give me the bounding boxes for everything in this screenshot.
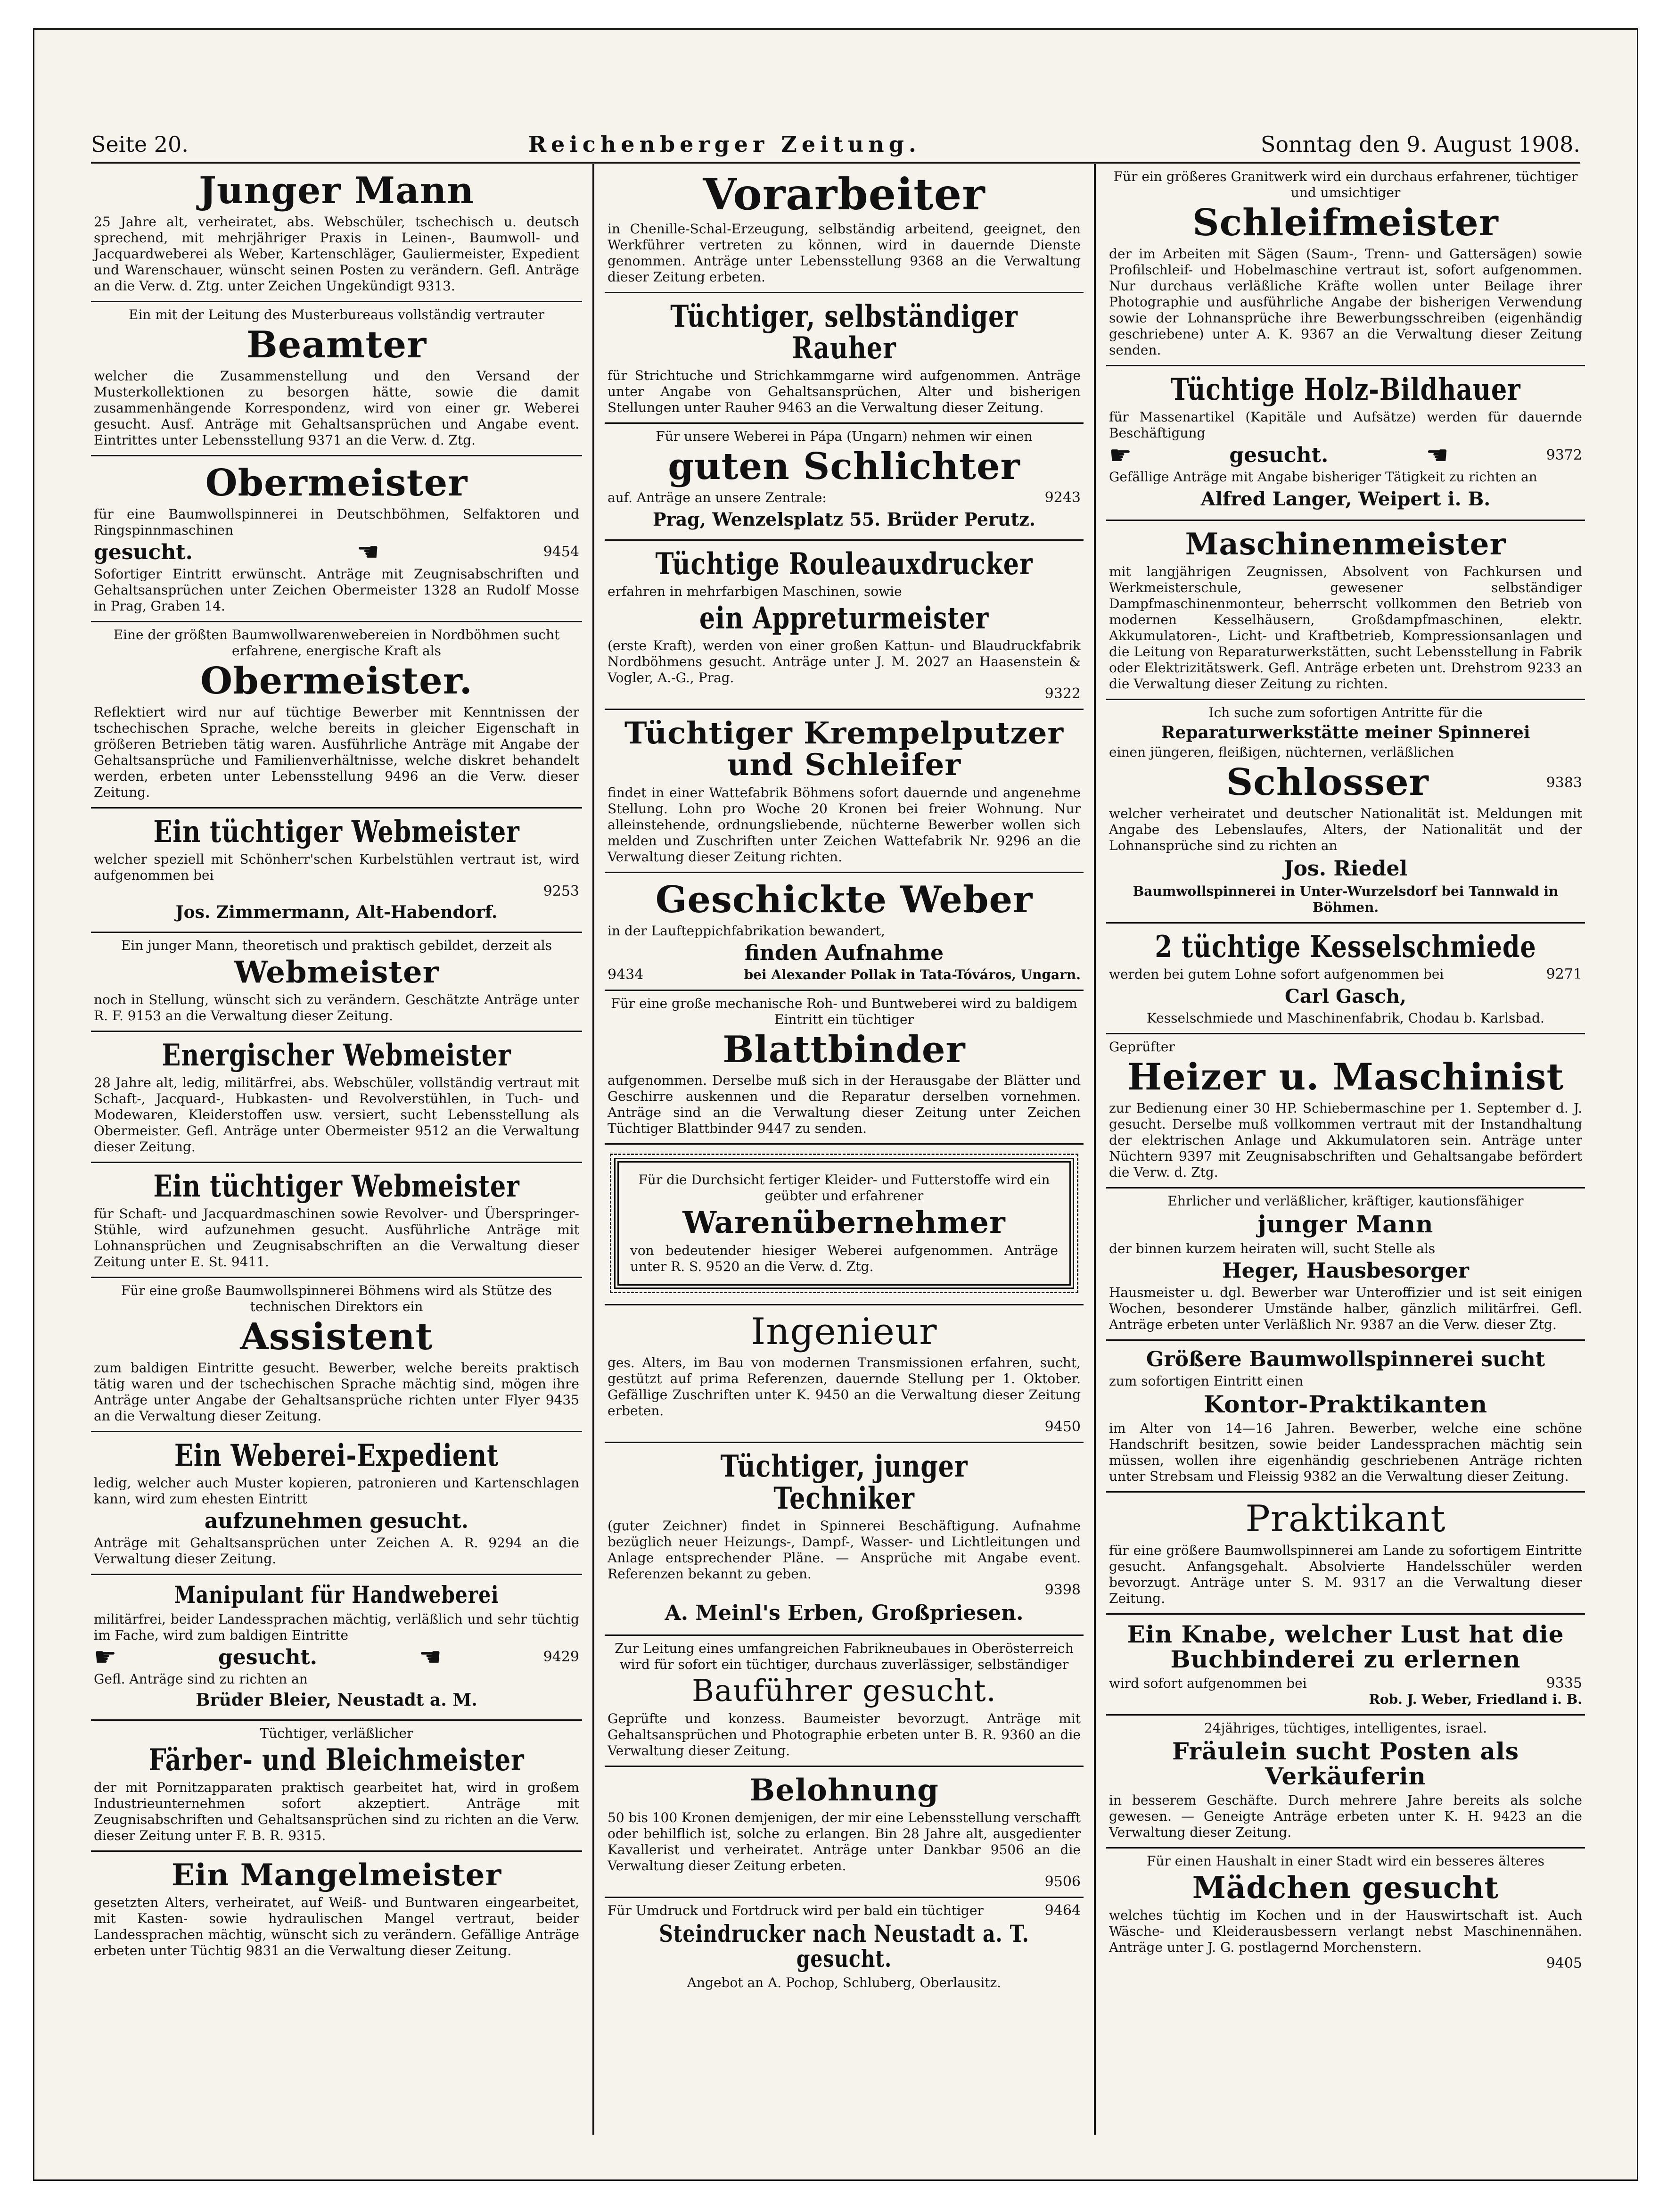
ad-body-2: Gefällige Anträge mit Angabe bisheriger Tätigkeit zu richten an: [1109, 469, 1537, 485]
ad-intro: Geprüfter: [1109, 1039, 1175, 1055]
ad-body-row: [1109, 1676, 1582, 1692]
ad-number: 9383: [1546, 775, 1582, 792]
pointing-hand-icon: ☛: [1109, 440, 1132, 470]
ad-body: findet in einer Wattefabrik Böhmens sofort dauernde und angenehme Stellung. Lohn pro Woche 20 Kronen bei freier Wohnung. Nur alleinstehende, ordnungsliebende, nüchterne Bewerber wollen sich melden und Zuschriften unter Zeichen Wattefabrik Nr. 9296 an die Verwaltung dieser Zeitung richten.: [608, 784, 1081, 865]
ad-rouleauxdrucker: [605, 541, 1084, 710]
ad-faerber: [91, 1721, 582, 1852]
ad-warenuebernehmer: [605, 1145, 1084, 1305]
ad-number: 9464: [1044, 1902, 1081, 1919]
ad-intro: Für die Durchsicht fertiger Kleider- und Futterstoffe wird ein geübter und erfahrener: [638, 1172, 1050, 1204]
page-number: Seite 20.: [91, 132, 189, 157]
ad-gesucht: gesucht.: [218, 1645, 317, 1669]
ad-body: der binnen kurzem heiraten will, sucht Stelle als: [1109, 1240, 1436, 1256]
ad-body: welcher die Zusammenstellung und den Versand der Musterkollektionen zu besorgen hätte, sowie die damit zusammenhängende Korrespondenz, wird von einer gr. Weberei gesucht. Ausf. Anträge mit Gehaltsansprüchen und Angabe event. Eintrittes unter Lebensstellung 9371 an die Verw. d. Ztg.: [94, 368, 579, 448]
ad-number: 9271: [1546, 966, 1582, 983]
ad-headline: Belohnung: [749, 1773, 939, 1808]
ad-mangelmeister: [91, 1852, 582, 1965]
ad-kesselschmiede: [1106, 924, 1585, 1034]
ad-headline: Blattbinder: [723, 1028, 966, 1071]
ad-maschinenmeister: [1106, 521, 1585, 700]
ad-ingenieur: [605, 1305, 1084, 1444]
ad-body: noch in Stellung, wünscht sich zu verändern. Geschätzte Anträge unter R. F. 9153 an die Verwaltung dieser Zeitung.: [94, 991, 579, 1023]
ad-subheadline: Reparaturwerkstätte meiner Spinnerei: [1161, 723, 1530, 743]
ad-praktikant: [1106, 1493, 1585, 1615]
ad-headline: Schlosser: [1226, 761, 1429, 804]
ad-webmeister-2: [91, 933, 582, 1032]
ad-number: 9322: [1044, 685, 1081, 702]
ad-kontor-praktikanten: [1106, 1341, 1585, 1493]
ad-signature: bei Alexander Pollak in Tata-Tóváros, Ungarn.: [744, 966, 1081, 982]
ad-belohnung: [605, 1767, 1084, 1898]
ad-gesucht: gesucht.: [1229, 443, 1329, 468]
ad-headline: Heizer u. Maschinist: [1127, 1056, 1564, 1099]
ad-number: 9434: [608, 966, 644, 983]
ad-weber: [605, 873, 1084, 991]
ad-body: von bedeutender hiesiger Weberei aufgenommen. Anträge unter R. S. 9520 an die Verw. d. Ztg.: [630, 1242, 1058, 1274]
ad-signature: Jos. Zimmermann, Alt-Habendorf.: [175, 902, 498, 922]
ad-body: für Strichtuche und Strichkammgarne wird aufgenommen. Anträge unter Angabe von Gehaltsansprüchen, Alter und bisherigen Stellungen unter Rauher 9463 an die Verwaltung dieser Zeitung.: [608, 367, 1081, 415]
ad-headline: Energischer Webmeister: [162, 1037, 511, 1073]
ad-headline: Steindrucker nach Neustadt a. T. gesucht.: [659, 1920, 1029, 1973]
ad-intro: Für ein größeres Granitwerk wird ein durchaus erfahrener, tüchtiger und umsichtiger: [1113, 169, 1578, 200]
ad-energischer-webmeister: [91, 1032, 582, 1163]
ad-headline: Obermeister: [205, 461, 468, 504]
ad-headline: Tüchtige Rouleauxdrucker: [655, 546, 1033, 582]
ad-body: für Schaft- und Jacquardmaschinen sowie Revolver- und Überspringer-Stühle, wird aufzunehmen gesucht. Ausführliche Anträge mit Lohnansprüchen und Zeugnisabschriften an die Verwaltung dieser Zeitung unter E. St. 9411.: [94, 1206, 579, 1270]
ad-krempelputzer: [605, 710, 1084, 873]
ad-schleifmeister: [1106, 164, 1585, 366]
ad-number: 9506: [1044, 1874, 1081, 1890]
ad-headline: Ein tüchtiger Webmeister: [153, 1169, 520, 1205]
ad-buchbinderei: [1106, 1615, 1585, 1716]
ad-intro: Tüchtiger, verläßlicher: [260, 1725, 413, 1741]
ad-body: welches tüchtig im Kochen und in der Hauswirtschaft ist. Auch Wäsche- und Kleiderausbessern verlangt nebst Maschinennähen. Anträge unter J. G. postlagernd Morchenstern.: [1109, 1907, 1582, 1956]
ad-fraeulein: [1106, 1716, 1585, 1849]
ad-headline: Geschickte Weber: [655, 878, 1033, 921]
ad-signature: Brüder Bleier, Neustadt a. M.: [196, 1690, 477, 1710]
ad-body: werden bei gutem Lohne sofort aufgenommen bei: [1109, 966, 1444, 982]
ad-intro-row: [608, 1903, 1081, 1919]
ad-body-2: im Alter von 14—16 Jahren. Bewerber, welche eine schöne Handschrift besitzen, sowie beider Landessprachen mächtig sein müssen, wollen ihre eigenhändig geschriebenen Anträge richten unter Strebsam und Fleissig 9382 an die Verwaltung dieser Zeitung.: [1109, 1420, 1582, 1485]
ad-intro: Ehrlicher und verläßlicher, kräftiger, kautionsfähiger: [1167, 1193, 1524, 1209]
ad-body: 50 bis 100 Kronen demjenigen, der mir eine Lebensstellung verschafft oder behilflich ist, solche zu erlangen. Bin 28 Jahre alt, ausgedienter Kavallerist und verheiratet. Anträge unter Dankbar 9506 an die Verwaltung dieser Zeitung erbeten.: [608, 1810, 1081, 1874]
ad-body: zum baldigen Eintritte gesucht. Bewerber, welche bereits praktisch tätig waren und der tschechischen Sprache mächtig sind, mögen ihre Anträge unter Angabe der Gehaltsansprüche richten unter Flyer 9435 an die Verwaltung dieser Zeitung.: [94, 1360, 579, 1424]
ad-assistent: [91, 1278, 582, 1432]
ad-body: Angebot an A. Pochop, Schluberg, Oberlausitz.: [687, 1975, 1002, 1991]
ad-signature: Carl Gasch,: [1285, 985, 1406, 1008]
ad-intro: Für unsere Weberei in Pápa (Ungarn) nehmen wir einen: [656, 428, 1033, 444]
ad-headline: Praktikant: [1245, 1498, 1446, 1541]
ad-gesucht-row: [1109, 441, 1582, 469]
newspaper-title: Reichenberger Zeitung.: [528, 132, 921, 157]
column-3: [1094, 164, 1585, 2135]
ad-headline: Kontor-Praktikanten: [1203, 1390, 1488, 1418]
ad-headline: Manipulant für Handweberei: [174, 1581, 499, 1609]
ad-headline: Schleifmeister: [1192, 201, 1499, 244]
ad-number: 9253: [543, 883, 579, 900]
ad-headline: Junger Mann: [198, 169, 475, 212]
ad-body: auf. Anträge an unsere Zentrale:: [608, 489, 827, 505]
ad-weberei-expedient: [91, 1432, 582, 1575]
ad-number: 9405: [1546, 1955, 1582, 1972]
ad-body: in besserem Geschäfte. Durch mehrere Jahre bereits als solche gewesen. — Geneigte Anträge erbeten unter K. H. 9423 an die Verwaltung dieser Zeitung.: [1109, 1792, 1582, 1841]
ad-signature: Alfred Langer, Weipert i. B.: [1200, 488, 1491, 511]
ad-headline: Bauführer gesucht.: [692, 1673, 996, 1709]
pointing-hand-icon: ☚: [419, 1642, 442, 1672]
ad-schlosser: [1106, 700, 1585, 924]
ad-headline: Ein tüchtiger Webmeister: [153, 814, 520, 850]
ad-headline: Webmeister: [234, 954, 439, 990]
ad-signature: A. Meinl's Erben, Großpriesen.: [665, 1601, 1024, 1625]
ad-headline-row: [1109, 760, 1582, 806]
ad-steindrucker: [605, 1898, 1084, 1997]
ad-number: 9429: [543, 1649, 579, 1666]
ad-rauher: [605, 293, 1084, 424]
ad-body: der im Arbeiten mit Sägen (Saum-, Trenn- und Gattersägen) sowie Profilschleif- und Hobelmaschine vertraut ist, sofort aufgenommen. Nur durchaus verläßliche Kräfte wollen unter Beilage ihrer Photographie und ausführliche Angabe der bisherigen Verwendung sowie der Lohnansprüche ihre Bewerbungsschreiben (eigenhändig geschriebene) unter A. K. 9367 an die Verwaltung dieser Zeitung senden.: [1109, 246, 1582, 358]
ad-signature: Rob. J. Weber, Friedland i. B.: [1369, 1692, 1582, 1708]
ad-headline: Färber- und Bleichmeister: [148, 1742, 525, 1778]
ad-body-2: (erste Kraft), werden von einer großen Kattun- und Blaudruckfabrik Nordböhmens gesucht. Anträge unter J. M. 2027 an Haasenstein & Vogler, A.-G., Prag.: [608, 638, 1081, 686]
ad-intro: Ein mit der Leitung des Musterbureaus vollständig vertrauter: [129, 306, 544, 322]
ad-intro: Für Umdruck und Fortdruck wird per bald ein tüchtiger: [608, 1903, 984, 1919]
ad-body-2: Hausmeister u. dgl. Bewerber war Unteroffizier und ist seit einigen Wochen, besonderer Umstände halber, gänzlich militärfrei. Gefl. Anträge erbeten unter Verläßlich Nr. 9387 an die Verw. dieser Ztg.: [1109, 1284, 1582, 1332]
ad-number: 9398: [1044, 1581, 1081, 1598]
ad-intro: Für einen Haushalt in einer Stadt wird ein besseres älteres: [1146, 1853, 1545, 1869]
ad-headline: Obermeister.: [200, 659, 473, 702]
pointing-hand-icon: ☚: [356, 537, 379, 567]
ad-body-2: welcher verheiratet und deutscher Nationalität ist. Meldungen mit Angabe des Lebenslaufes, Alters, der Nationalität und der Lohnansprüche sind zu richten an: [1109, 806, 1582, 854]
ad-body: einen jüngeren, fleißigen, nüchternen, verläßlichen: [1109, 744, 1454, 760]
ad-body: 25 Jahre alt, verheiratet, abs. Webschüler, tschechisch u. deutsch sprechend, mit mehrjähriger Praxis in Leinen-, Baumwoll- und Jacquardweberei als Weber, Kartenschläger, Gauliermeister, Expedient und Warenschauer, wünscht seinen Posten zu verändern. Gefl. Anträge an die Verw. d. Ztg. unter Zeichen Ungekündigt 9313.: [94, 214, 579, 294]
ad-obermeister-1: [91, 456, 582, 622]
ad-headline: Maschinenmeister: [1185, 527, 1506, 562]
ad-intro: Ein junger Mann, theoretisch und praktisch gebildet, derzeit als: [121, 937, 552, 953]
ad-gesucht: gesucht.: [94, 540, 193, 564]
ad-body: (guter Zeichner) findet in Spinnerei Beschäftigung. Aufnahme bezüglich neuer Heizungs-, Dampf-, Wasser- und Lichtleitungen und Anlage entsprechender Pläne. — Ansprüche mit Angabe event. Referenzen bekannt zu geben.: [608, 1518, 1081, 1582]
ad-headline: Mädchen gesucht: [1192, 1870, 1499, 1906]
ad-body: ledig, welcher auch Muster kopieren, patronieren und Kartenschlagen kann, wird zum ehesten Eintritt: [94, 1475, 579, 1507]
ad-body: in der Laufteppichfabrikation bewandert,: [608, 923, 885, 939]
ad-junger-mann-2: [1106, 1189, 1585, 1341]
ad-headline: guten Schlichter: [668, 445, 1020, 488]
ad-body: für eine größere Baumwollspinnerei am Lande zu sofortigem Eintritte gesucht. Anfangsgehalt. Absolvierte Handelsschüler werden bevorzugt. Anträge unter S. M. 9317 an die Verwaltung dieser Zeitung.: [1109, 1543, 1582, 1607]
ad-schlichter: [605, 424, 1084, 541]
ad-headline: Assistent: [240, 1315, 433, 1359]
ad-body: 28 Jahre alt, ledig, militärfrei, abs. Webschüler, vollständig vertraut mit Schaft-, Jacquard-, Hubkasten- und Revolverstühlen, in Tuch- und Modewaren, Kleiderstoffen usw. versiert, sucht Lebensstellung als Obermeister. Gefl. Anträge unter Obermeister 9512 an die Verwaltung dieser Zeitung.: [94, 1075, 579, 1155]
newspaper-page: [33, 28, 1638, 2181]
ad-body: der mit Pornitzapparaten praktisch gearbeitet hat, wird in großem Industrieunternehmen sofort akzeptiert. Anträge mit Zeugnisabschriften und Gehaltsansprüchen sind zu richten an die Verw. dieser Zeitung unter F. B. R. 9315.: [94, 1780, 579, 1844]
columns: [91, 164, 1585, 2135]
issue-date: Sonntag den 9. August 1908.: [1260, 132, 1580, 157]
ad-headline: Ein Knabe, welcher Lust hat die Buchbinderei zu erlernen: [1127, 1620, 1564, 1673]
ad-webmeister-1: [91, 809, 582, 933]
ad-gesucht: aufzunehmen gesucht.: [204, 1509, 469, 1534]
ad-headline: Tüchtige Holz-Bildhauer: [1170, 371, 1521, 407]
ad-headline: Tüchtiger, junger Techniker: [720, 1449, 968, 1516]
ad-number: 9450: [1044, 1419, 1081, 1436]
ad-intro: Zur Leitung eines umfangreichen Fabrikneubaues in Oberösterreich wird für sofort ein tüchtiger, durchaus zuverlässiger, selbständiger: [615, 1640, 1074, 1672]
ad-signature: Jos. Riedel: [1283, 857, 1408, 881]
ad-signature: Prag, Wenzelsplatz 55. Brüder Perutz.: [652, 508, 1036, 530]
column-2: [592, 164, 1084, 2135]
ad-webmeister-3: [91, 1163, 582, 1278]
ad-body-2: Gefl. Anträge sind zu richten an: [94, 1671, 308, 1687]
pointing-hand-icon: ☚: [1426, 440, 1449, 470]
ad-beamter: [91, 302, 582, 456]
ad-body-row: [1109, 966, 1582, 982]
ad-headline: 2 tüchtige Kesselschmiede: [1155, 929, 1536, 965]
ad-headline: Ein Weberei-Expedient: [174, 1438, 499, 1474]
ad-gesucht-row: [94, 1643, 579, 1671]
ad-techniker: [605, 1443, 1084, 1635]
ad-intro: Ich suche zum sofortigen Antritte für die: [1208, 705, 1483, 721]
ad-intro: Eine der größten Baumwollwarenwebereien in Nordböhmen sucht erfahrene, energische Kraft als: [113, 627, 560, 659]
ad-body: militärfrei, beider Landessprachen mächtig, verläßlich und sehr tüchtig im Fache, wird zum baldigen Eintritte: [94, 1611, 579, 1643]
ad-signature-2: Kesselschmiede und Maschinenfabrik, Chodau b. Karlsbad.: [1147, 1010, 1544, 1026]
ad-body: ges. Alters, im Bau von modernen Transmissionen erfahren, sucht, gestützt auf prima Referenzen, dauernde Stellung per 1. Oktober. Gefällige Zuschriften unter K. 9450 an die Verwaltung dieser Zeitung erbeten.: [608, 1355, 1081, 1419]
ad-headline: Fräulein sucht Posten als Verkäuferin: [1172, 1737, 1519, 1790]
ad-body-2: Sofortiger Eintritt erwünscht. Anträge mit Zeugnisabschriften und Gehaltsansprüchen unter Zeichen Obermeister 1328 an Rudolf Mosse in Prag, Graben 14.: [94, 566, 579, 614]
ad-blattbinder: [605, 991, 1084, 1145]
ad-headline: Ingenieur: [751, 1310, 937, 1353]
ad-intro: Für eine große mechanische Roh- und Buntweberei wird zu baldigem Eintritt ein tüchtiger: [611, 995, 1077, 1027]
ad-body: Geprüfte und konzess. Baumeister bevorzugt. Anträge mit Gehaltsansprüchen und Photographie erbeten unter B. R. 9360 an die Verwaltung dieser Zeitung.: [608, 1711, 1081, 1759]
ad-signature-2: Baumwollspinnerei in Unter-Wurzelsdorf bei Tannwald in Böhmen.: [1133, 883, 1559, 916]
ad-body: Reflektiert wird nur auf tüchtige Bewerber mit Kenntnissen der tschechischen Sprache, welche bereits in gleicher Eigenschaft in größeren Betrieben tätig waren. Ausführliche Anträge mit Angabe der Gehaltsansprüche und Familienverhältnisse, welche diskret behandelt werden, erbeten unter Lebensstellung 9496 an die Verw. dieser Zeitung.: [94, 704, 579, 800]
ad-holz-bildhauer: [1106, 366, 1585, 521]
ad-body: gesetzten Alters, verheiratet, auf Weiß- und Buntwaren eingearbeitet, mit Kasten- sowie hydraulischen Mangel vertraut, beider Landessprachen mächtig, wünscht sich zu verändern. Gefällige Anträge erbeten unter Tüchtig 9831 an die Verwaltung dieser Zeitung.: [94, 1895, 579, 1959]
ad-headline: Warenübernehmer: [682, 1205, 1006, 1241]
ad-subheadline: ein Appreturmeister: [699, 601, 989, 636]
ad-body-row: [608, 490, 1081, 506]
ad-body: in Chenille-Schal-Erzeugung, selbständig arbeitend, geeignet, den Werkführer vertreten zu können, wird in dauernde Dienste genommen. Anträge unter Lebensstellung 9368 an die Verwaltung dieser Zeitung erbeten.: [608, 221, 1081, 285]
ad-headline: Beamter: [246, 323, 427, 366]
ad-baufuehrer: [605, 1636, 1084, 1767]
ad-vorarbeiter: [605, 164, 1084, 293]
ad-body: erfahren in mehrfarbigen Maschinen, sowie: [608, 584, 902, 600]
ad-body: mit langjährigen Zeugnissen, Absolvent von Fachkursen und Werkmeisterschule, gewesener selbständiger Dampfmaschinenmonteur, beherrscht vollkommen den Betrieb von modernen Kesselhäusern, Großdampfmaschinen, elektr. Akkumulatoren-, Licht- und Kraftbetrieb, Kompressionsanlagen und die Leitung von Reparaturwerkstätten, sucht Lebensstellung in Fabrik oder Elektrizitätswerk. Gefl. Anträge erbeten unt. Drehstrom 9233 an die Verwaltung dieser Zeitung zu richten.: [1109, 564, 1582, 692]
ad-number: 9454: [543, 544, 579, 561]
pointing-hand-icon: ☛: [94, 1642, 117, 1672]
ad-intro: Größere Baumwollspinnerei sucht: [1146, 1347, 1545, 1371]
ad-headline: junger Mann: [1257, 1210, 1434, 1238]
ad-intro: 24jähriges, tüchtiges, intelligentes, israel.: [1204, 1720, 1487, 1736]
ad-junger-mann: [91, 164, 582, 302]
ad-headline: Tüchtiger Krempelputzer und Schleifer: [624, 716, 1064, 783]
ad-intro: Für eine große Baumwollspinnerei Böhmens wird als Stütze des technischen Direktors ein: [121, 1283, 552, 1315]
ad-body: wird sofort aufgenommen bei: [1109, 1676, 1307, 1692]
ad-headline: Vorarbeiter: [703, 169, 985, 220]
ad-obermeister-2: [91, 622, 582, 809]
ad-body: zum sofortigen Eintritt einen: [1109, 1373, 1304, 1389]
ad-manipulant: [91, 1575, 582, 1721]
ad-sig-row: [608, 967, 1081, 983]
ad-body: aufgenommen. Derselbe muß sich in der Herausgabe der Blätter und Geschirre auskennen und die Reparatur derselben vornehmen. Anträge sind an die Verwaltung dieser Zeitung unter Zeichen Tüchtiger Blattbinder 9447 zu senden.: [608, 1073, 1081, 1137]
ad-headline: Ein Mangelmeister: [171, 1857, 502, 1893]
ad-number: 9372: [1546, 446, 1582, 463]
ad-frame: [614, 1158, 1074, 1288]
ad-body-2: Anträge mit Gehaltsansprüchen unter Zeichen A. R. 9294 an die Verwaltung dieser Zeitung.: [94, 1535, 579, 1567]
ad-body: für Massenartikel (Kapitäle und Aufsätze) werden für dauernde Beschäftigung: [1109, 409, 1582, 441]
ad-maedchen: [1106, 1849, 1585, 1978]
ad-body: zur Bedienung einer 30 HP. Schiebermaschine per 1. September d. J. gesucht. Derselbe muß vollkommen vertraut mit der Instandhaltung der elektrischen Anlage und Akkumulatoren sein. Anträge unter Nüchtern 9397 mit Zeugnisabschriften und Gehaltsangabe befördert die Verw. d. Ztg.: [1109, 1100, 1582, 1180]
ad-headline: Tüchtiger, selbständiger Rauher: [670, 298, 1018, 366]
ad-number: 9335: [1546, 1675, 1582, 1692]
ad-subheadline: Heger, Hausbesorger: [1222, 1258, 1469, 1283]
column-1: [91, 164, 582, 2135]
ad-body: welcher speziell mit Schönherr'schen Kurbelstühlen vertraut ist, wird aufgenommen bei: [94, 851, 579, 883]
ad-body: für eine Baumwollspinnerei in Deutschböhmen, Selfaktoren und Ringspinnmaschinen: [94, 506, 579, 538]
page-header: [91, 115, 1580, 164]
ad-gesucht-row: [94, 538, 579, 566]
ad-number: 9243: [1044, 489, 1081, 506]
ad-subheadline: finden Aufnahme: [744, 941, 944, 965]
ad-heizer: [1106, 1034, 1585, 1189]
